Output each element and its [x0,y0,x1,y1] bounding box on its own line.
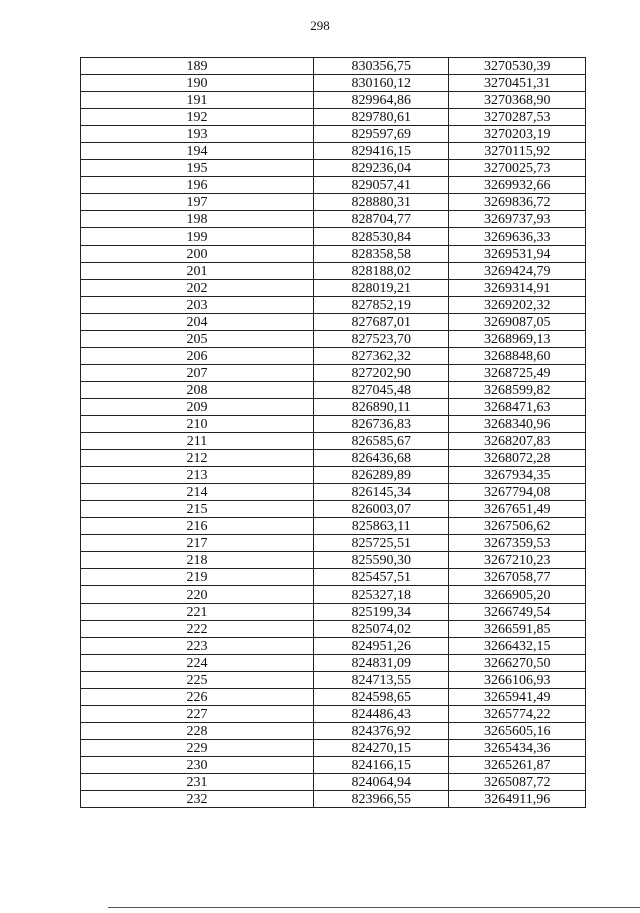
point-number-cell: 203 [81,296,314,313]
x-coordinate-cell: 826736,83 [313,415,449,432]
table-row [81,467,586,484]
y-coordinate-cell: 3269531,94 [449,245,586,262]
x-coordinate-cell: 827362,32 [313,347,449,364]
y-coordinate-cell: 3269636,33 [449,228,586,245]
x-coordinate-cell: 829597,69 [313,126,449,143]
y-coordinate-cell: 3265087,72 [449,773,586,790]
x-coordinate-cell: 824598,65 [313,688,449,705]
table-row [81,330,586,347]
x-coordinate-cell: 823966,55 [313,791,449,808]
point-number-cell: 226 [81,688,314,705]
x-coordinate-cell: 828188,02 [313,262,449,279]
point-number-cell: 199 [81,228,314,245]
x-coordinate-cell: 830356,75 [313,58,449,75]
point-number-cell: 222 [81,620,314,637]
table-row [81,671,586,688]
x-coordinate-cell: 830160,12 [313,75,449,92]
x-coordinate-cell: 827202,90 [313,364,449,381]
x-coordinate-cell: 824270,15 [313,739,449,756]
point-number-cell: 194 [81,143,314,160]
y-coordinate-cell: 3269087,05 [449,313,586,330]
point-number-cell: 220 [81,586,314,603]
point-number-cell: 223 [81,637,314,654]
table-row [81,381,586,398]
bottom-rule [108,907,640,908]
y-coordinate-cell: 3269737,93 [449,211,586,228]
table-row [81,160,586,177]
table-row [81,194,586,211]
y-coordinate-cell: 3266106,93 [449,671,586,688]
y-coordinate-cell: 3270530,39 [449,58,586,75]
coordinates-table-body [81,58,586,808]
point-number-cell: 216 [81,518,314,535]
x-coordinate-cell: 827045,48 [313,381,449,398]
y-coordinate-cell: 3269202,32 [449,296,586,313]
y-coordinate-cell: 3270368,90 [449,92,586,109]
point-number-cell: 210 [81,415,314,432]
y-coordinate-cell: 3265261,87 [449,756,586,773]
table-row [81,688,586,705]
x-coordinate-cell: 829057,41 [313,177,449,194]
coordinates-table [80,57,586,808]
x-coordinate-cell: 825457,51 [313,569,449,586]
point-number-cell: 191 [81,92,314,109]
y-coordinate-cell: 3269424,79 [449,262,586,279]
point-number-cell: 213 [81,467,314,484]
point-number-cell: 207 [81,364,314,381]
x-coordinate-cell: 824831,09 [313,654,449,671]
y-coordinate-cell: 3269836,72 [449,194,586,211]
y-coordinate-cell: 3268207,83 [449,433,586,450]
y-coordinate-cell: 3266905,20 [449,586,586,603]
point-number-cell: 217 [81,535,314,552]
y-coordinate-cell: 3266591,85 [449,620,586,637]
y-coordinate-cell: 3267359,53 [449,535,586,552]
table-row [81,535,586,552]
point-number-cell: 189 [81,58,314,75]
x-coordinate-cell: 825590,30 [313,552,449,569]
table-row [81,143,586,160]
table-row [81,773,586,790]
y-coordinate-cell: 3268471,63 [449,398,586,415]
table-row [81,126,586,143]
table-row [81,296,586,313]
table-row [81,415,586,432]
y-coordinate-cell: 3270451,31 [449,75,586,92]
table-row [81,791,586,808]
table-row [81,637,586,654]
y-coordinate-cell: 3267934,35 [449,467,586,484]
table-row [81,228,586,245]
table-row [81,586,586,603]
table-row [81,313,586,330]
point-number-cell: 214 [81,484,314,501]
point-number-cell: 231 [81,773,314,790]
point-number-cell: 206 [81,347,314,364]
x-coordinate-cell: 828358,58 [313,245,449,262]
y-coordinate-cell: 3267210,23 [449,552,586,569]
table-row [81,347,586,364]
point-number-cell: 196 [81,177,314,194]
point-number-cell: 218 [81,552,314,569]
table-row [81,92,586,109]
y-coordinate-cell: 3265774,22 [449,705,586,722]
table-row [81,756,586,773]
y-coordinate-cell: 3266749,54 [449,603,586,620]
point-number-cell: 193 [81,126,314,143]
x-coordinate-cell: 824713,55 [313,671,449,688]
point-number-cell: 219 [81,569,314,586]
point-number-cell: 227 [81,705,314,722]
y-coordinate-cell: 3270287,53 [449,109,586,126]
y-coordinate-cell: 3270025,73 [449,160,586,177]
table-row [81,177,586,194]
x-coordinate-cell: 824376,92 [313,722,449,739]
point-number-cell: 211 [81,433,314,450]
x-coordinate-cell: 824064,94 [313,773,449,790]
x-coordinate-cell: 826003,07 [313,501,449,518]
x-coordinate-cell: 826289,89 [313,467,449,484]
table-row [81,484,586,501]
x-coordinate-cell: 825327,18 [313,586,449,603]
y-coordinate-cell: 3268725,49 [449,364,586,381]
y-coordinate-cell: 3267058,77 [449,569,586,586]
point-number-cell: 208 [81,381,314,398]
y-coordinate-cell: 3270203,19 [449,126,586,143]
x-coordinate-cell: 826145,34 [313,484,449,501]
y-coordinate-cell: 3269314,91 [449,279,586,296]
y-coordinate-cell: 3269932,66 [449,177,586,194]
point-number-cell: 221 [81,603,314,620]
table-row [81,722,586,739]
point-number-cell: 230 [81,756,314,773]
table-row [81,705,586,722]
x-coordinate-cell: 825074,02 [313,620,449,637]
x-coordinate-cell: 826436,68 [313,450,449,467]
x-coordinate-cell: 828704,77 [313,211,449,228]
x-coordinate-cell: 824486,43 [313,705,449,722]
table-row [81,262,586,279]
x-coordinate-cell: 826585,67 [313,433,449,450]
table-row [81,569,586,586]
point-number-cell: 204 [81,313,314,330]
table-row [81,552,586,569]
point-number-cell: 198 [81,211,314,228]
y-coordinate-cell: 3268340,96 [449,415,586,432]
x-coordinate-cell: 825725,51 [313,535,449,552]
table-row [81,603,586,620]
point-number-cell: 229 [81,739,314,756]
point-number-cell: 201 [81,262,314,279]
x-coordinate-cell: 829236,04 [313,160,449,177]
table-row [81,245,586,262]
x-coordinate-cell: 827523,70 [313,330,449,347]
y-coordinate-cell: 3265605,16 [449,722,586,739]
table-row [81,620,586,637]
point-number-cell: 232 [81,791,314,808]
point-number-cell: 192 [81,109,314,126]
table-row [81,211,586,228]
y-coordinate-cell: 3268599,82 [449,381,586,398]
point-number-cell: 224 [81,654,314,671]
x-coordinate-cell: 824166,15 [313,756,449,773]
point-number-cell: 195 [81,160,314,177]
page-number: 298 [310,18,330,33]
x-coordinate-cell: 827687,01 [313,313,449,330]
point-number-cell: 212 [81,450,314,467]
table-row [81,501,586,518]
x-coordinate-cell: 824951,26 [313,637,449,654]
point-number-cell: 205 [81,330,314,347]
x-coordinate-cell: 828880,31 [313,194,449,211]
x-coordinate-cell: 825199,34 [313,603,449,620]
y-coordinate-cell: 3266270,50 [449,654,586,671]
y-coordinate-cell: 3268072,28 [449,450,586,467]
point-number-cell: 202 [81,279,314,296]
table-row [81,364,586,381]
table-row [81,433,586,450]
point-number-cell: 225 [81,671,314,688]
y-coordinate-cell: 3270115,92 [449,143,586,160]
point-number-cell: 209 [81,398,314,415]
table-row [81,398,586,415]
y-coordinate-cell: 3267506,62 [449,518,586,535]
y-coordinate-cell: 3267651,49 [449,501,586,518]
table-row [81,739,586,756]
point-number-cell: 215 [81,501,314,518]
point-number-cell: 197 [81,194,314,211]
table-row [81,58,586,75]
table-row [81,75,586,92]
x-coordinate-cell: 829964,86 [313,92,449,109]
table-row [81,279,586,296]
table-row [81,654,586,671]
x-coordinate-cell: 828019,21 [313,279,449,296]
point-number-cell: 228 [81,722,314,739]
table-row [81,518,586,535]
y-coordinate-cell: 3265941,49 [449,688,586,705]
x-coordinate-cell: 827852,19 [313,296,449,313]
y-coordinate-cell: 3266432,15 [449,637,586,654]
x-coordinate-cell: 826890,11 [313,398,449,415]
table-row [81,109,586,126]
point-number-cell: 200 [81,245,314,262]
y-coordinate-cell: 3268969,13 [449,330,586,347]
y-coordinate-cell: 3267794,08 [449,484,586,501]
y-coordinate-cell: 3264911,96 [449,791,586,808]
x-coordinate-cell: 829780,61 [313,109,449,126]
y-coordinate-cell: 3265434,36 [449,739,586,756]
x-coordinate-cell: 828530,84 [313,228,449,245]
point-number-cell: 190 [81,75,314,92]
x-coordinate-cell: 825863,11 [313,518,449,535]
y-coordinate-cell: 3268848,60 [449,347,586,364]
table-row [81,450,586,467]
x-coordinate-cell: 829416,15 [313,143,449,160]
